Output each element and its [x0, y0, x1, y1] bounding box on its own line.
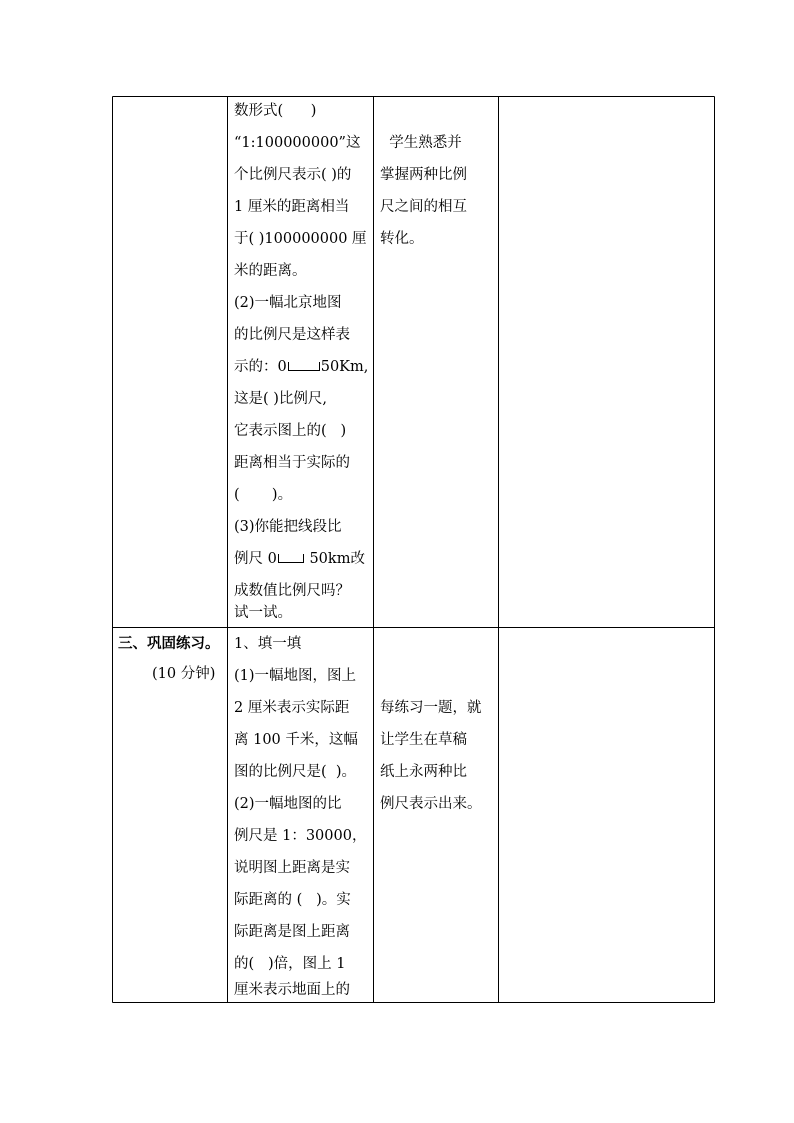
text-line: 图的比例尺是( )。 [234, 764, 357, 780]
text-line: 距离相当于实际的 [234, 455, 350, 471]
text-line: 尺之间的相互 [380, 199, 467, 215]
section-title: 三、巩固练习。 [118, 635, 220, 652]
text-line: 数形式( ) [234, 103, 317, 119]
text-line: 转化。 [380, 231, 424, 247]
text-line: 让学生在草稿 [380, 732, 467, 748]
text-line: (2)一幅地图的比 [234, 796, 342, 812]
text-line: 1 厘米的距离相当 [234, 199, 350, 215]
text-line: 于( )100000000 厘 [234, 231, 367, 247]
text-line: 米的距离。 [234, 263, 307, 279]
text-line: 的比例尺是这样表 [234, 327, 350, 343]
text-line: 际距离是图上距离 [234, 924, 350, 940]
text-line: 例尺 0 50km改 [234, 551, 365, 567]
text-line: (2)一幅北京地图 [234, 295, 342, 311]
text-line: 学生熟悉并 [380, 135, 462, 151]
text-line: 它表示图上的( ) [234, 423, 347, 439]
text-line: 1、填一填 [234, 636, 302, 652]
line-scale-icon [278, 554, 304, 563]
line-scale-icon [288, 362, 320, 371]
text-line: 个比例尺表示( )的 [234, 167, 352, 183]
text-line: 成数值比例尺吗？ [234, 583, 350, 599]
text-line: (3)你能把线段比 [234, 519, 342, 535]
text-line: 离 100 千米，这幅 [234, 732, 358, 748]
section-duration: (10 分钟) [152, 666, 216, 682]
text-line: 2 厘米表示实际距 [234, 700, 350, 716]
text-line: (1)一幅地图，图上 [234, 668, 357, 684]
text-line: 说明图上距离是实 [234, 860, 350, 876]
text-line: 每练习一题，就 [380, 700, 482, 716]
text-line: ( )。 [234, 487, 293, 503]
text-line: 厘米表示地面上的 [234, 982, 350, 998]
text-line: 掌握两种比例 [380, 167, 467, 183]
text-line: 例尺是 1：30000， [234, 828, 367, 844]
text-line: 纸上永两种比 [380, 764, 467, 780]
text-line: 际距离的 ( )。实 [234, 892, 351, 908]
text-line: 的( )倍，图上 1 [234, 956, 346, 972]
text-line: 例尺表示出来。 [380, 796, 482, 812]
text-line: 这是( )比例尺, [234, 391, 328, 407]
text-line: 试一试。 [234, 605, 292, 621]
text-line: “1:100000000”这 [234, 135, 361, 151]
text-line: 示的：0 50Km, [234, 359, 369, 375]
